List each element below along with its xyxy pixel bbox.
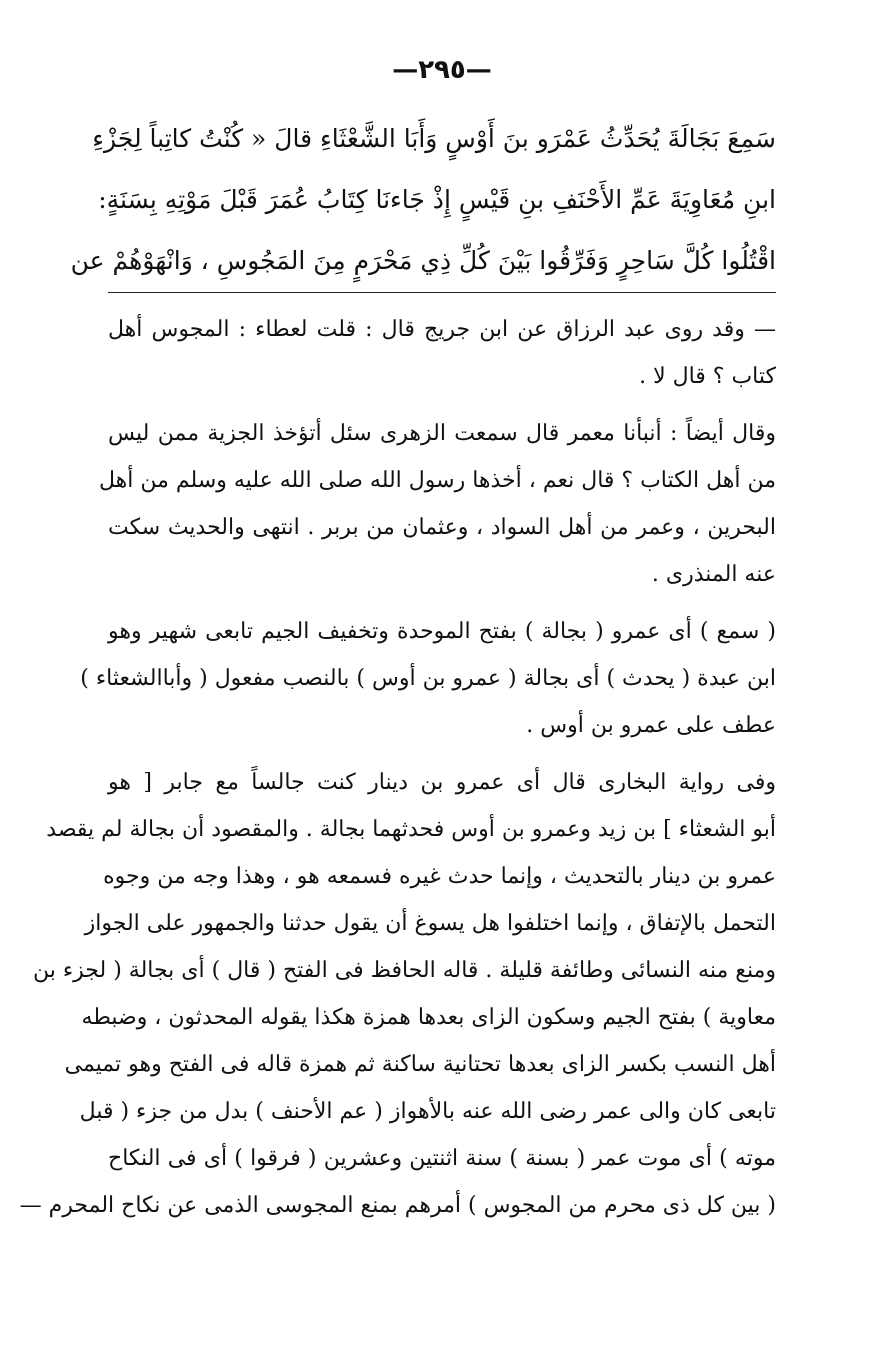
commentary-line: البحرين ، وعمر من أهل السواد ، وعثمان من بربر . انتهى والحديث سكت <box>108 515 776 540</box>
commentary-paragraph <box>19 759 776 1229</box>
commentary-line: وفى رواية البخارى قال أى عمرو بن دينار كنت جالساً مع جابر [ هو <box>108 770 776 795</box>
commentary-paragraph <box>99 410 776 598</box>
commentary-line: تابعى كان والى عمر رضى الله عنه بالأهواز ( عم الأحنف ) بدل من جزء ( قبل <box>79 1099 776 1124</box>
commentary-paragraph <box>108 306 776 400</box>
commentary-line: التحمل بالإتفاق ، وإنما اختلفوا هل يسوغ أن يقول حدثنا والجمهور على الجواز <box>84 911 776 936</box>
commentary-line: عطف على عمرو بن أوس . <box>526 713 776 738</box>
hadith-text <box>70 108 776 291</box>
commentary-line: أهل النسب بكسر الزاى بعدها تحتانية ساكنة ثم همزة قاله فى الفتح وهو تميمى <box>64 1052 776 1077</box>
commentary-line: عنه المنذرى . <box>651 562 776 587</box>
commentary-line: ( بين كل ذى محرم من المجوس ) أمرهم بمنع المجوسى الذمى عن نكاح المحرم — <box>19 1193 776 1218</box>
commentary-line: معاوية ) بفتح الجيم وسكون الزاى بعدها همزة هكذا يقوله المحدثون ، وضبطه <box>81 1005 776 1030</box>
commentary-line: موته ) أى موت عمر ( بسنة ) سنة اثنتين وعشرين ( فرقوا ) أى فى النكاح <box>108 1146 776 1171</box>
commentary-line: كتاب ؟ قال لا . <box>639 364 776 389</box>
commentary-line: ( سمع ) أى عمرو ( بجالة ) بفتح الموحدة وتخفيف الجيم تابعى شهير وهو <box>108 619 776 644</box>
commentary-line: عمرو بن دينار بالتحديث ، وإنما حدث غيره فسمعه هو ، وهذا وجه من وجوه <box>103 864 776 889</box>
section-divider <box>108 292 776 293</box>
commentary-line: وقال أيضاً : أنبأنا معمر قال سمعت الزهرى سئل أتؤخذ الجزية ممن ليس <box>108 421 776 446</box>
commentary-line: ابن عبدة ( يحدث ) أى بجالة ( عمرو بن أوس ) بالنصب مفعول ( وأباالشعثاء ) <box>80 666 776 691</box>
commentary-line: — وقد روى عبد الرزاق عن ابن جريج قال : قلت لعطاء : المجوس أهل <box>108 317 776 342</box>
commentary-line: ومنع منه النسائى وطائفة قليلة . قاله الحافظ فى الفتح ( قال ) أى بجالة ( لجزء بن <box>32 958 776 983</box>
commentary-line: من أهل الكتاب ؟ قال نعم ، أخذها رسول الله صلى الله عليه وسلم من أهل <box>99 468 776 493</box>
hadith-line: ابنِ مُعَاوِيَةَ عَمِّ الأَحْنَفِ بنِ قَيْسٍ إِذْ جَاءنَا كِتَابُ عُمَرَ قَبْلَ مَوْتِهِ بِسَنَةٍ: <box>98 185 776 214</box>
commentary-line: أبو الشعثاء ] بن زيد وعمرو بن أوس فحدثهما بجالة . والمقصود أن بجالة لم يقصد <box>46 817 776 842</box>
commentary-text <box>19 306 776 1239</box>
commentary-paragraph <box>80 608 776 749</box>
hadith-line: سَمِعَ بَجَالَةَ يُحَدِّثُ عَمْرَو بنَ أَوْسٍ وَأَبَا الشَّعْثَاءِ قالَ « كُنْتُ كاتِباً لِجَزْءِ <box>92 124 776 153</box>
page-number: —٢٩٥— <box>392 55 492 85</box>
hadith-line: اقْتُلُوا كُلَّ سَاحِرٍ وَفَرِّقُوا بَيْنَ كُلِّ ذِي مَحْرَمٍ مِنَ المَجُوسِ ، وَانْهَوْهُمْ عن <box>70 246 776 275</box>
